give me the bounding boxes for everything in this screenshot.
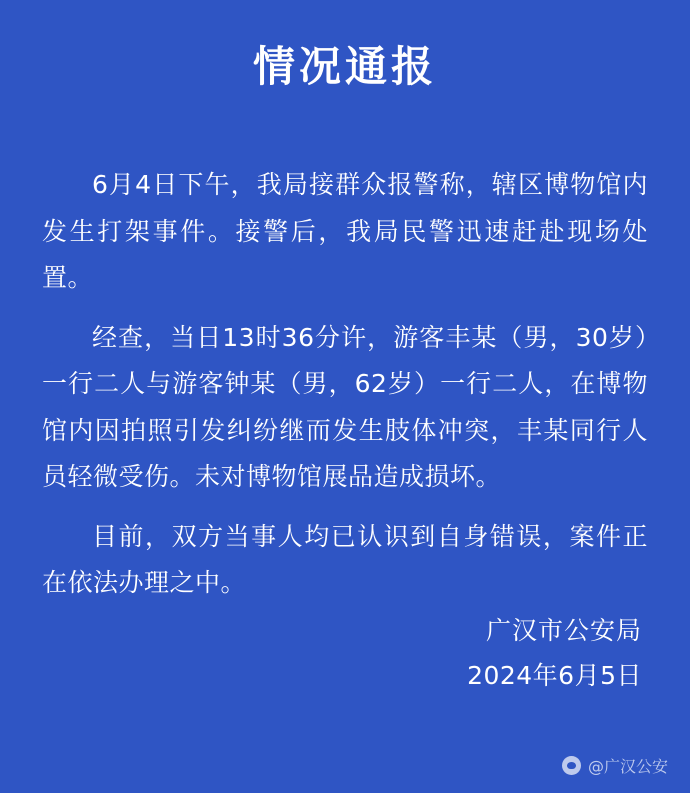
- page-title: 情况通报: [252, 42, 437, 91]
- paragraph-2: 经查，当日13时36分许，游客丰某（男，30岁）一行二人与游客钟某（男，62岁）一行二人，在博物馆内因拍照引发纠纷继而发生肢体冲突，丰某同行人员轻微受伤。未对博物馆展品造成损坏。: [42, 323, 648, 491]
- signature-organization: 广汉市公安局: [485, 616, 642, 645]
- watermark: [562, 754, 668, 777]
- watermark-label: @广汉公安: [587, 757, 668, 776]
- weibo-icon: [562, 756, 581, 775]
- signature-block: [467, 608, 642, 698]
- paragraph-1: 6月4日下午，我局接群众报警称，辖区博物馆内发生打架事件。接警后，我局民警迅速赶赴现场处置。: [42, 170, 648, 292]
- announcement-body: [42, 162, 648, 606]
- paragraph-3: 目前，双方当事人均已认识到自身错误，案件正在依法办理之中。: [42, 522, 648, 598]
- signature-date: 2024年6月5日: [467, 661, 642, 690]
